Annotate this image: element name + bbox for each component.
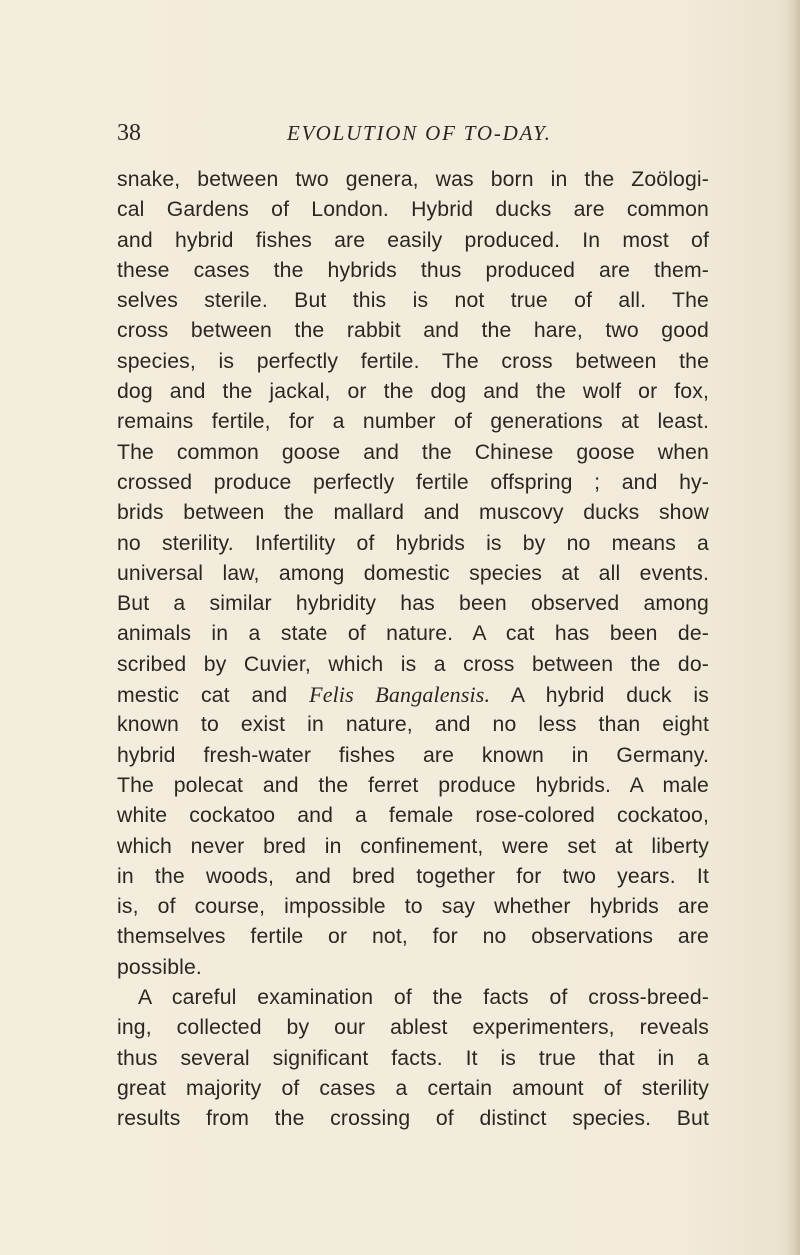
felis-species-name: Felis Bangalensis. xyxy=(309,682,491,708)
text-line: which never bred in confinement, were set at liberty xyxy=(117,834,709,858)
text-line: results from the crossing of distinct species. But xyxy=(117,1107,709,1131)
text-line: selves sterile. But this is not true of all. The xyxy=(117,289,709,313)
text-line: brids between the mallard and muscovy ducks show xyxy=(117,501,709,525)
felis-line-after: A hybrid duck is xyxy=(490,684,709,708)
text-line: snake, between two genera, was born in the Zoölogi- xyxy=(117,168,709,191)
text-line: universal law, among domestic species at all events. xyxy=(117,561,709,585)
text-line: in the woods, and bred together for two years. It xyxy=(117,864,709,888)
text-line: But a similar hybridity has been observed among xyxy=(117,592,709,616)
text-line: is, of course, impossible to say whether hybrids are xyxy=(117,895,709,919)
text-line: crossed produce perfectly fertile offspring ; and hy- xyxy=(117,470,709,494)
text-line: and hybrid fishes are easily produced. In most of xyxy=(117,228,709,252)
text-line: dog and the jackal, or the dog and the wolf or fox, xyxy=(117,380,709,404)
text-line: animals in a state of nature. A cat has been de- xyxy=(117,622,709,646)
text-line: cal Gardens of London. Hybrid ducks are common xyxy=(117,198,709,222)
text-line: these cases the hybrids thus produced are them- xyxy=(117,258,709,282)
text-line-felis xyxy=(117,680,709,710)
text-line: remains fertile, for a number of generations at least. xyxy=(117,410,709,434)
page-number: 38 xyxy=(117,120,141,146)
text-line: ing, collected by our ablest experimenters, reveals xyxy=(117,1016,709,1040)
running-head xyxy=(117,118,717,148)
felis-line-before: mestic cat and xyxy=(117,684,310,708)
text-line: The polecat and the ferret produce hybrids. A male xyxy=(117,773,709,797)
running-title: EVOLUTION OF TO-DAY. xyxy=(287,121,552,145)
text-line: The common goose and the Chinese goose when xyxy=(117,440,709,464)
body-text xyxy=(117,165,709,1135)
text-line: scribed by Cuvier, which is a cross between the do- xyxy=(117,652,709,676)
text-line: no sterility. Infertility of hybrids is by no means a xyxy=(117,531,709,555)
text-line: cross between the rabbit and the hare, two good xyxy=(117,319,709,343)
text-line: possible. xyxy=(117,955,202,979)
text-line: hybrid fresh-water fishes are known in Germany. xyxy=(117,743,709,767)
text-line: thus several significant facts. It is true that in a xyxy=(117,1046,709,1070)
text-line: great majority of cases a certain amount of sterility xyxy=(117,1076,709,1100)
page-edge-shadow xyxy=(786,0,800,1255)
text-line: known to exist in nature, and no less than eight xyxy=(117,713,709,737)
text-line: white cockatoo and a female rose-colored cockatoo, xyxy=(117,804,709,828)
text-line: species, is perfectly fertile. The cross between the xyxy=(117,349,709,373)
text-line: A careful examination of the facts of cross-breed- xyxy=(138,986,709,1010)
text-line: themselves fertile or not, for no observations are xyxy=(117,925,709,949)
